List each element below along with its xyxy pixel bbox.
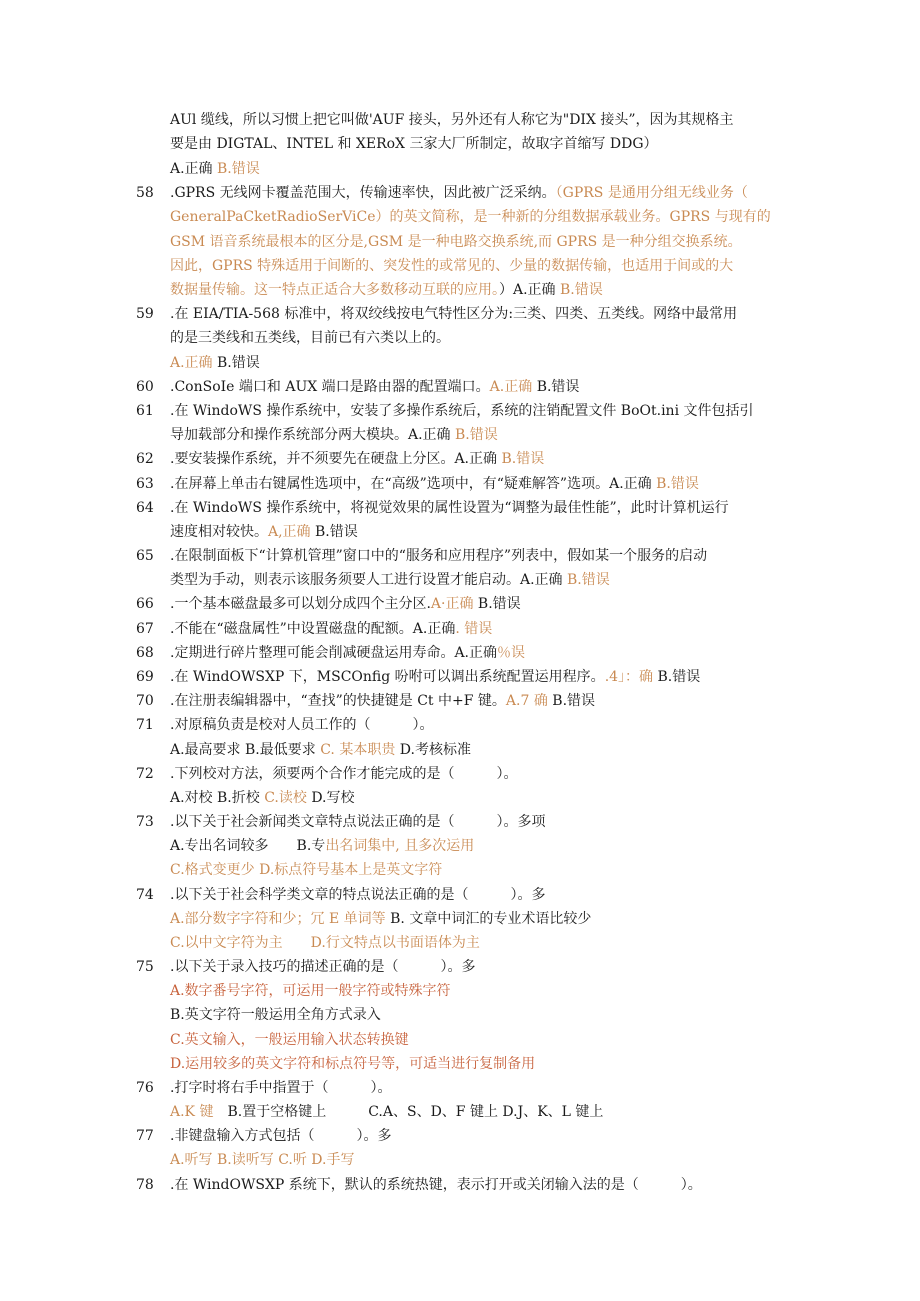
answer-highlight: B.错误 bbox=[560, 282, 603, 298]
text-line bbox=[170, 617, 492, 641]
question-number: 75 bbox=[136, 959, 154, 975]
question-number: 76 bbox=[136, 1080, 154, 1096]
text-segment: .在 WindOWSXP 下，MSCOnfig 吩咐可以调出系统配置运用程序。 bbox=[170, 669, 605, 685]
question-number: 60 bbox=[136, 379, 154, 395]
answer-highlight: C.英文输入，一般运用输入状态转换键 bbox=[170, 1032, 409, 1048]
answer-highlight: B.错误 bbox=[217, 161, 260, 177]
text-segment: B.错误 bbox=[552, 693, 596, 709]
answer-highlight: C.以中文字符为主 D.行文特点以书面语体为主 bbox=[170, 935, 480, 951]
text-line bbox=[170, 955, 475, 979]
text-line bbox=[170, 1076, 391, 1100]
text-line bbox=[170, 834, 474, 858]
text-line bbox=[170, 1003, 381, 1027]
answer-highlight: A.正确 bbox=[489, 379, 537, 395]
text-line bbox=[170, 883, 545, 907]
answer-highlight: . 错误 bbox=[455, 621, 493, 637]
answer-highlight: 出名词集中, 且多次运用 bbox=[325, 838, 475, 854]
answer-highlight: C.格式变更少 D.标点符号基本上是英文字符 bbox=[170, 862, 443, 878]
question-number: 59 bbox=[136, 306, 154, 322]
text-segment: 要是由 DIGTAL、INTEL 和 XERoX 三家大厂所制定，故取字首缩写 DDG） bbox=[170, 136, 658, 152]
text-segment: .在屏幕上单击右键属性选项中，在“高级”选项中，有“疑难解答”选项。A.正确 bbox=[170, 476, 657, 492]
text-segment: .下列校对方法，须要两个合作才能完成的是（ ）。 bbox=[170, 766, 518, 782]
text-segment: .对原稿负责是校对人员工作的（ ）。 bbox=[170, 717, 434, 733]
text-segment: AUl 缆线，所以习惯上把它叫做'AUF 接头，另外还有人称它为"DIX 接头”，因为其规格主 bbox=[170, 112, 734, 128]
text-line bbox=[170, 810, 545, 834]
answer-highlight: A.部分数字字符和少；冗 E 单词等 bbox=[170, 911, 391, 927]
text-line bbox=[170, 592, 521, 616]
answer-highlight: D.运用较多的英文字符和标点符号等，可适当进行复制备用 bbox=[170, 1056, 536, 1072]
question-number: 69 bbox=[136, 669, 154, 685]
answer-highlight: A.数字番号字符，可运用一般字符或特殊字符 bbox=[170, 983, 451, 999]
text-segment: .打字时将右手中指置于（ ）。 bbox=[170, 1080, 392, 1096]
text-line bbox=[170, 447, 544, 471]
text-line bbox=[170, 205, 771, 229]
text-segment: .非键盘输入方式包括（ ）。多 bbox=[170, 1128, 392, 1144]
question-number: 77 bbox=[136, 1128, 154, 1144]
text-line bbox=[170, 738, 471, 762]
question-number: 78 bbox=[136, 1177, 154, 1193]
text-segment: .在限制面板下“计算机管理”窗口中的“服务和应用程序”列表中，假如某一个服务的启动 bbox=[170, 548, 708, 564]
question-number: 61 bbox=[136, 403, 154, 419]
text-line bbox=[170, 399, 754, 423]
text-line bbox=[170, 786, 355, 810]
answer-highlight: B.错误 bbox=[656, 476, 699, 492]
question-number: 68 bbox=[136, 645, 154, 661]
text-line bbox=[170, 665, 700, 689]
text-segment: B.错误 bbox=[315, 524, 358, 540]
text-segment: B.错误 bbox=[217, 355, 260, 371]
text-segment: .在 WindoWS 操作系统中，安装了多操作系统后，系统的注销配置文件 BoOt.ini 文件包括引 bbox=[170, 403, 754, 419]
text-line bbox=[170, 520, 358, 544]
text-line bbox=[170, 568, 610, 592]
text-line bbox=[170, 254, 733, 278]
text-segment: D.考核标准 bbox=[399, 742, 471, 758]
text-line bbox=[170, 278, 603, 302]
answer-highlight: .4」：确 bbox=[604, 669, 658, 685]
text-line bbox=[170, 1173, 702, 1197]
text-segment: .定期进行碎片整理可能会削减硬盘运用寿命。A.正确 bbox=[170, 645, 498, 661]
answer-highlight: 因此，GPRS 特殊适用于间断的、突发性的或常见的、少量的数据传输，也适用于间或的大 bbox=[170, 258, 734, 274]
text-segment: .在注册表编辑器中，“查找”的快捷键是 Ct 中+F 键。 bbox=[170, 693, 506, 709]
text-line bbox=[170, 1148, 355, 1172]
text-line bbox=[170, 907, 591, 931]
text-segment: B.置于空格键上 C.A、S、D、F 键上 D.J、K、L 键上 bbox=[227, 1104, 604, 1120]
text-segment: .ConSoIe 端口和 AUX 端口是路由器的配置端口。 bbox=[170, 379, 490, 395]
text-line bbox=[170, 351, 260, 375]
text-segment: B. 文章中词汇的专业术语比较少 bbox=[390, 911, 592, 927]
question-number: 73 bbox=[136, 814, 154, 830]
answer-highlight: A.听写 B.读听写 C.听 D.手写 bbox=[170, 1152, 355, 1168]
text-segment: .以下关于录入技巧的描述正确的是（ ）。多 bbox=[170, 959, 476, 975]
answer-highlight: C. 某本职贵 bbox=[320, 742, 400, 758]
text-line bbox=[170, 1052, 535, 1076]
text-line bbox=[170, 423, 498, 447]
text-segment: .在 WindoWS 操作系统中，将视觉效果的属性设置为“调整为最佳性能”，此时计算机运行 bbox=[170, 500, 729, 516]
text-segment: B.错误 bbox=[477, 596, 521, 612]
question-number: 65 bbox=[136, 548, 154, 564]
text-segment: .以下关于社会科学类文章的特点说法正确的是（ ）。多 bbox=[170, 887, 546, 903]
answer-highlight: B.错误 bbox=[455, 427, 498, 443]
text-line bbox=[170, 302, 737, 326]
text-line bbox=[170, 1124, 391, 1148]
text-segment: .要安装操作系统，并不须要先在硬盘上分区。A.正确 bbox=[170, 451, 502, 467]
text-line bbox=[170, 689, 595, 713]
text-line bbox=[170, 641, 525, 665]
answer-highlight: B.错误 bbox=[501, 451, 545, 467]
answer-highlight: ％误 bbox=[497, 645, 526, 661]
text-segment: .一个基本磁盘最多可以划分成四个主分区. bbox=[170, 596, 431, 612]
answer-highlight: A.7 确 bbox=[505, 693, 553, 709]
text-line bbox=[170, 472, 699, 496]
text-line bbox=[170, 858, 442, 882]
text-segment: A.专出名词较多 B.专 bbox=[170, 838, 326, 854]
question-number: 62 bbox=[136, 451, 154, 467]
answer-highlight: C.读校 bbox=[264, 790, 312, 806]
question-number: 70 bbox=[136, 693, 154, 709]
answer-highlight: GSM 语音系统最根本的区分是,GSM 是一种电路交换系统,而 GPRS 是一种分组交换系统。 bbox=[170, 234, 742, 250]
text-line bbox=[170, 496, 729, 520]
answer-highlight: A.K 键 bbox=[170, 1104, 228, 1120]
text-line bbox=[170, 181, 748, 205]
question-number: 74 bbox=[136, 887, 154, 903]
answer-highlight: GeneralPaCketRadioSerViCe）的英文简称，是一种新的分组数据承载业务。GPRS 与现有的 bbox=[170, 209, 771, 225]
question-number: 67 bbox=[136, 621, 154, 637]
question-number: 71 bbox=[136, 717, 154, 733]
text-line bbox=[170, 230, 742, 254]
question-number: 72 bbox=[136, 766, 154, 782]
text-segment: A.最高要求 B.最低要求 bbox=[170, 742, 321, 758]
text-line bbox=[170, 1028, 409, 1052]
text-line bbox=[170, 157, 260, 181]
text-segment: ）A.正确 bbox=[499, 282, 561, 298]
text-line bbox=[170, 979, 451, 1003]
text-segment: .GPRS 无线网卡覆盖范围大，传输速率快，因此被广泛采纳。 bbox=[170, 185, 556, 201]
question-number: 58 bbox=[136, 185, 154, 201]
text-line bbox=[170, 762, 517, 786]
text-segment: .在 WindOWSXP 系统下，默认的系统热键，表示打开或关闭输入法的是（ ）。 bbox=[170, 1177, 702, 1193]
text-line bbox=[170, 108, 734, 132]
question-number: 63 bbox=[136, 476, 154, 492]
answer-highlight: A.正确 bbox=[170, 355, 218, 371]
answer-highlight: A,正确 bbox=[268, 524, 316, 540]
text-segment: B.英文字符一般运用全角方式录入 bbox=[170, 1007, 381, 1023]
text-line bbox=[170, 375, 579, 399]
text-segment: 类型为手动，则表示该服务须要人工进行设置才能启动。A.正确 bbox=[170, 572, 568, 588]
text-line bbox=[170, 931, 480, 955]
text-segment: .不能在“磁盘属性”中设置磁盘的配额。A.正确 bbox=[170, 621, 456, 637]
question-number: 66 bbox=[136, 596, 154, 612]
text-line bbox=[170, 1100, 603, 1124]
text-segment: B.错误 bbox=[657, 669, 701, 685]
answer-highlight: 数据量传输。这一特点正适合大多数移动互联的应用。 bbox=[170, 282, 499, 298]
answer-highlight: （GPRS 是通用分组无线业务（ bbox=[555, 185, 748, 201]
text-line bbox=[170, 132, 658, 156]
text-segment: D.写校 bbox=[311, 790, 355, 806]
text-segment: B.错误 bbox=[536, 379, 580, 395]
text-line bbox=[170, 544, 707, 568]
answer-highlight: A·正确 bbox=[430, 596, 478, 612]
question-number: 64 bbox=[136, 500, 154, 516]
text-segment: 导加载部分和操作系统部分两大模块。A.正确 bbox=[170, 427, 456, 443]
answer-highlight: B.错误 bbox=[567, 572, 610, 588]
text-segment: .在 EIA/TIA-568 标准中，将双绞线按电气特性区分为:三类、四类、五类线。网络中最常用 bbox=[170, 306, 738, 322]
text-line bbox=[170, 713, 433, 737]
text-segment: 的是三类线和五类线，目前已有六类以上的。 bbox=[170, 330, 450, 346]
text-segment: A.对校 B.折校 bbox=[170, 790, 265, 806]
text-segment: 速度相对较快。 bbox=[170, 524, 268, 540]
text-segment: A.正确 bbox=[170, 161, 218, 177]
text-segment: .以下关于社会新闻类文章特点说法正确的是（ ）。多项 bbox=[170, 814, 546, 830]
text-line bbox=[170, 326, 450, 350]
